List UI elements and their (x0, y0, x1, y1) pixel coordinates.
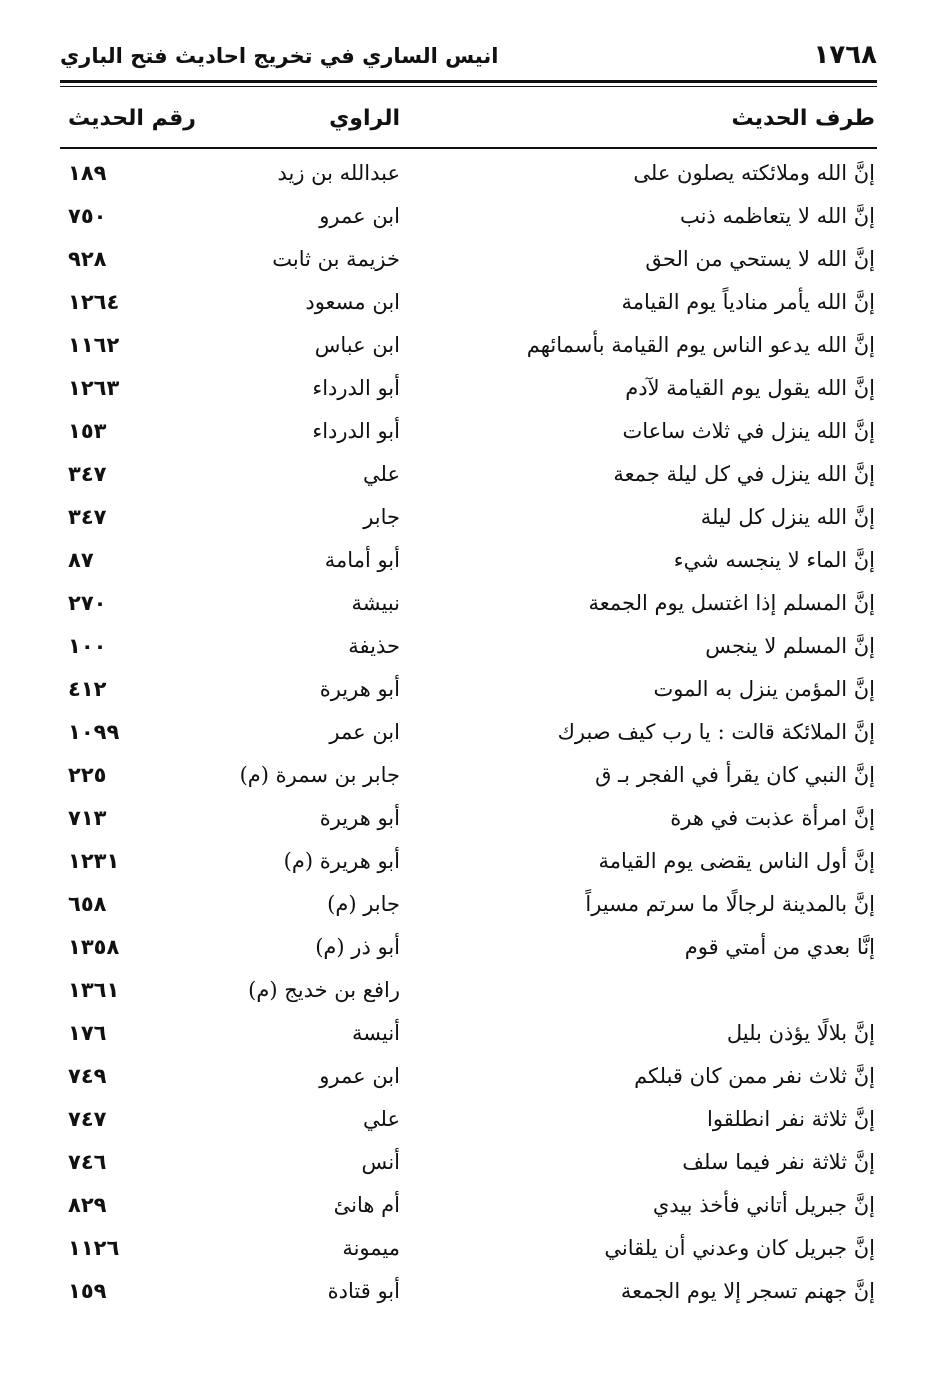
hadith-text: إنَّ الله ينزل في كل ليلة جمعة (613, 462, 875, 486)
table-row (0, 757, 945, 800)
table-row (0, 499, 945, 542)
book-title: انيس الساري في تخريج احاديث فتح الباري (60, 44, 499, 68)
hadith-text: إنَّ الله يقول يوم القيامة لآدم (625, 376, 875, 400)
table-row (0, 198, 945, 241)
page-header (60, 38, 877, 78)
narrator-name: أبو قتادة (327, 1279, 400, 1303)
table-row (0, 843, 945, 886)
table-row (0, 714, 945, 757)
page-number: ١٧٦٨ (813, 40, 877, 70)
hadith-text: إنَّ المسلم إذا اغتسل يوم الجمعة (588, 591, 875, 615)
hadith-number: ١٨٩ (68, 161, 107, 185)
narrator-name: حذيفة (348, 634, 400, 658)
hadith-number: ١٢٦٤ (68, 290, 120, 314)
hadith-number: ١٢٦٣ (68, 376, 120, 400)
table-row (0, 1144, 945, 1187)
hadith-number: ٧٤٩ (68, 1064, 107, 1088)
narrator-name: جابر (م) (327, 892, 400, 916)
narrator-name: أبو هريرة (م) (283, 849, 400, 873)
narrator-name: خزيمة بن ثابت (272, 247, 400, 271)
table-row (0, 1058, 945, 1101)
hadith-text: إنَّ ثلاثة نفر انطلقوا (707, 1107, 875, 1131)
hadith-text: إنَّ النبي كان يقرأ في الفجر بـ ق (595, 763, 875, 787)
narrator-name: علي (363, 462, 400, 486)
hadith-text: إنَّ الله ينزل في ثلاث ساعات (622, 419, 875, 443)
narrator-name: أبو هريرة (319, 677, 400, 701)
hadith-text: إنَّ جبريل كان وعدني أن يلقاني (604, 1236, 875, 1260)
table-row (0, 241, 945, 284)
hadith-text: إنَّ المؤمن ينزل به الموت (653, 677, 875, 701)
hadith-text: إنَّ جبريل أتاني فأخذ بيدي (652, 1193, 875, 1217)
hadith-number: ١٠٩٩ (68, 720, 120, 744)
hadith-number: ١٥٩ (68, 1279, 107, 1303)
table-row (0, 671, 945, 714)
narrator-name: نبيشة (351, 591, 400, 615)
narrator-name: عبدالله بن زيد (277, 161, 400, 185)
hadith-number: ١٠٠ (68, 634, 107, 658)
hadith-text: إنَّ بلالًا يؤذن بليل (726, 1021, 875, 1045)
column-header-rule (60, 147, 877, 149)
column-header-hadith: طرف الحديث (731, 106, 875, 131)
hadith-number: ٣٤٧ (68, 505, 107, 529)
hadith-text: إنَّ المسلم لا ينجس (705, 634, 875, 658)
hadith-text: إنَّ ثلاث نفر ممن كان قبلكم (634, 1064, 875, 1088)
narrator-name: أبو أمامة (324, 548, 400, 572)
narrator-name: جابر بن سمرة (م) (239, 763, 400, 787)
narrator-name: جابر (363, 505, 400, 529)
hadith-number: ١٣٦١ (68, 978, 120, 1002)
table-row (0, 628, 945, 671)
table-row (0, 1273, 945, 1316)
table-row (0, 800, 945, 843)
narrator-name: أنس (361, 1150, 400, 1174)
hadith-number: ٧٤٦ (68, 1150, 107, 1174)
hadith-number: ٨٢٩ (68, 1193, 107, 1217)
narrator-name: ابن عمر (329, 720, 400, 744)
hadith-number: ٨٧ (68, 548, 94, 572)
hadith-number: ١٢٣١ (68, 849, 120, 873)
table-row (0, 155, 945, 198)
table-row (0, 542, 945, 585)
hadith-number: ٤١٢ (68, 677, 107, 701)
hadith-number: ٣٤٧ (68, 462, 107, 486)
column-header-number: رقم الحديث (68, 106, 196, 131)
hadith-text: إنَّ الله لا يستحي من الحق (645, 247, 875, 271)
hadith-text: إنَّ امرأة عذبت في هرة (670, 806, 875, 830)
narrator-name: أبو ذر (م) (315, 935, 400, 959)
narrator-name: ابن عمرو (319, 204, 400, 228)
hadith-text: إنَّ ثلاثة نفر فيما سلف (682, 1150, 875, 1174)
hadith-number: ٢٢٥ (68, 763, 107, 787)
narrator-name: ابن مسعود (305, 290, 400, 314)
narrator-name: أبو الدرداء (312, 376, 400, 400)
hadith-number: ٧٤٧ (68, 1107, 107, 1131)
hadith-number: ١٥٣ (68, 419, 107, 443)
narrator-name: ميمونة (342, 1236, 400, 1260)
hadith-text: إنَّ الماء لا ينجسه شيء (673, 548, 875, 572)
table-row (0, 327, 945, 370)
narrator-name: أبو الدرداء (312, 419, 400, 443)
narrator-name: أم هانئ (333, 1193, 400, 1217)
hadith-text: إنَّا بعدي من أمتي قوم (684, 935, 875, 959)
header-rule-thin (60, 86, 877, 87)
hadith-text: إنَّ بالمدينة لرجالًا ما سرتم مسيراً (585, 892, 875, 916)
hadith-number: ٢٧٠ (68, 591, 107, 615)
narrator-name: علي (363, 1107, 400, 1131)
hadith-text: إنَّ الله يدعو الناس يوم القيامة بأسمائهم (526, 333, 875, 357)
hadith-number: ٩٢٨ (68, 247, 107, 271)
hadith-number: ٧٥٠ (68, 204, 107, 228)
hadith-text: إنَّ الله وملائكته يصلون على (633, 161, 875, 185)
table-row (0, 370, 945, 413)
table-row (0, 456, 945, 499)
narrator-name: ابن عمرو (319, 1064, 400, 1088)
hadith-number: ١١٢٦ (68, 1236, 120, 1260)
hadith-number: ٦٥٨ (68, 892, 107, 916)
table-row (0, 1187, 945, 1230)
table-row (0, 972, 945, 1015)
header-rule-thick (60, 80, 877, 83)
table-row (0, 886, 945, 929)
hadith-number: ١١٦٢ (68, 333, 120, 357)
narrator-name: ابن عباس (314, 333, 400, 357)
hadith-text: إنَّ أول الناس يقضى يوم القيامة (598, 849, 875, 873)
hadith-text: إنَّ الله يأمر منادياً يوم القيامة (621, 290, 875, 314)
table-row (0, 929, 945, 972)
narrator-name: رافع بن خديج (م) (248, 978, 400, 1002)
hadith-text: إنَّ الله ينزل كل ليلة (700, 505, 875, 529)
hadith-text: إنَّ جهنم تسجر إلا يوم الجمعة (620, 1279, 875, 1303)
table-row (0, 1101, 945, 1144)
table-row (0, 585, 945, 628)
hadith-index-table (0, 155, 945, 1316)
table-row (0, 413, 945, 456)
hadith-number: ١٣٥٨ (68, 935, 120, 959)
hadith-text: إنَّ الله لا يتعاظمه ذنب (679, 204, 875, 228)
table-row (0, 1015, 945, 1058)
hadith-text: إنَّ الملائكة قالت : يا رب كيف صبرك (557, 720, 875, 744)
narrator-name: أنيسة (351, 1021, 400, 1045)
hadith-number: ١٧٦ (68, 1021, 107, 1045)
hadith-number: ٧١٣ (68, 806, 107, 830)
narrator-name: أبو هريرة (319, 806, 400, 830)
table-row (0, 1230, 945, 1273)
column-header-narrator: الراوي (329, 106, 400, 131)
table-row (0, 284, 945, 327)
